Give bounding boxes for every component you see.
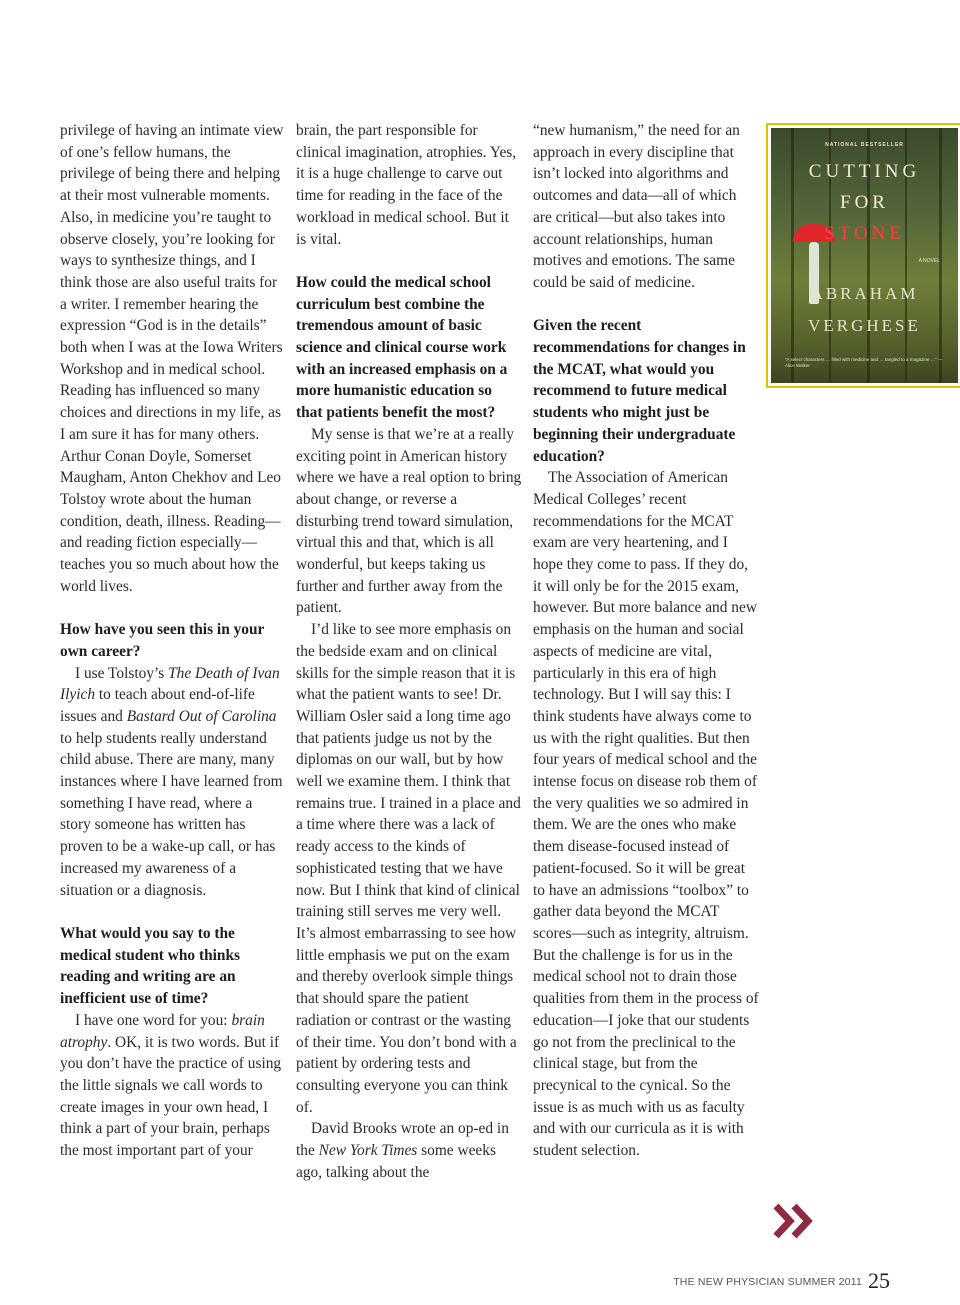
article-column-3 — [533, 120, 759, 1162]
paragraph: I use Tolstoy’s The Death of Ivan Ilyich to teach about end-of-life issues and Bastard Out of Carolina to help students really understand child abuse. There are many, many instances where I have learned from something I have read, where a story someone has written has proven to be a wake-up call, or has increased my awareness of a situation or a diagnosis. — [60, 664, 283, 899]
page-footer — [673, 1262, 890, 1292]
cover-blurb: “A select characters … filled with medicine and … tangled to a magazine …” — Alice Walker — [785, 357, 943, 368]
book-title: The Death of Ivan Ilyich — [60, 664, 280, 704]
paragraph: The Association of American Medical Colleges’ recent recommendations for the MCAT exam are very heartening, and I hope they come to pass. If they do, it will only be for the 2015 exam, however. But more balance and new emphasis on the human and social aspects of medicine are vital, particularly in this era of high technology. But I will say this: I think students have always come to us with the right qualities. But then four years of medical school and the intense focus on disease rob them of the very qualities we so admired in them. We are the ones who make them disease-focused instead of patient-focused. So it will be great to have an admissions “toolbox” to gather data beyond the MCAT scores—such as integrity, altruism. But the challenge is for us in the medical school not to drain those qualities from them in the process of education—I joke that our students go not from the preclinical to the clinical stage, but from the precynical to the cynical. So the issue is as much with us as faculty and with our curricula as it is with student selection. — [533, 469, 759, 1160]
book-title: Bastard Out of Carolina — [126, 707, 277, 725]
cover-author-line: ABRAHAM — [810, 284, 919, 303]
interview-question: How could the medical school curriculum best combine the tremendous amount of basic science and clinical course work with an increased emphasis on a more humanistic education so that patients benefit the most? — [296, 273, 508, 422]
cover-label: A NOVEL — [918, 258, 940, 264]
cover-author-line: VERGHESE — [808, 316, 921, 335]
paragraph: “new humanism,” the need for an approach in every discipline that isn’t locked into algorithms and outcomes and data—all of which are critical—but also takes into account relationships, human motives and emotions. The same could be said of medicine. — [533, 122, 740, 291]
article-column-1 — [60, 120, 286, 1162]
paragraph: brain, the part responsible for clinical imagination, atrophies. Yes, it is a huge challenge to carve out time for reading in the face of the workload in medical school. But it is vital. — [296, 122, 517, 248]
paragraph: privilege of having an intimate view of one’s fellow humans, the privilege of being there and helping at their most vulnerable moments. Also, in medicine you’re taught to observe closely, you’re looking for ways to synthesize things, and I think those are also useful traits for a writer. I remember hearing the expression “God is in the details” both when I was at the Iowa Writers Workshop and in medical school. Reading has influenced so many choices and directions in my life, as I am sure it has for many others. Arthur Conan Doyle, Somerset Maugham, Anton Chekhov and Leo Tolstoy wrote about the human condition, death, illness. Reading—and reading fiction especially—teaches you so much about how the world lives. — [60, 122, 284, 595]
article-column-2 — [296, 120, 522, 1183]
interview-question: Given the recent recommendations for changes in the MCAT, what would you recommend to future medical students who might just be beginning their undergraduate education? — [533, 317, 746, 465]
cover-title-line: FOR — [840, 192, 889, 213]
double-chevron-right-icon — [770, 1200, 820, 1242]
paragraph: I have one word for you: brain atrophy. OK, it is two words. But if you don’t have the practice of using the little signals we call words to create images in your own head, I think a part of your brain, perhaps the most important part of your — [60, 1011, 282, 1160]
book-cover — [766, 123, 960, 388]
footer-publication: THE NEW PHYSICIAN SUMMER 2011 — [673, 1276, 862, 1288]
interview-question: How have you seen this in your own career? — [60, 621, 265, 660]
interview-question: What would you say to the medical student who thinks reading and writing are an inefficient use of time? — [60, 924, 241, 1008]
book-cover-art — [771, 128, 958, 383]
page-number: 25 — [868, 1268, 890, 1293]
cover-title-line: STONE — [824, 223, 905, 244]
publication-title: New York Times — [318, 1142, 418, 1160]
cover-title-line: CUTTING — [808, 161, 921, 182]
paragraph: My sense is that we’re at a really exciting point in American history where we have a real option to bring about change, or reverse a disturbing trend toward simulation, virtual this and that, which is all wonderful, but keeps taking us further and further away from the patient. — [296, 425, 522, 617]
paragraph: I’d like to see more emphasis on the bedside exam and on clinical skills for the simple reason that it is what the patient wants to see! Dr. William Osler said a long time ago that patients judge us not by the diplomas on our wall, but by how well we examine them. I think that remains true. I trained in a place and a time where there was a lack of ready access to the kinds of sophisticated testing that we have now. But I think that kind of clinical training still serves me very well. It’s almost embarrassing to see how little emphasis we put on the exam and thereby overlook simple things that should spare the patient radiation or contrast or the wasting of their time. You don’t bond with a patient by ordering tests and consulting everyone you can think of. — [296, 621, 521, 1116]
paragraph: David Brooks wrote an op-ed in the New York Times some weeks ago, talking about the — [296, 1120, 509, 1181]
cover-badge: NATIONAL BESTSELLER — [825, 142, 904, 148]
emphasis: brain atrophy — [60, 1011, 265, 1051]
